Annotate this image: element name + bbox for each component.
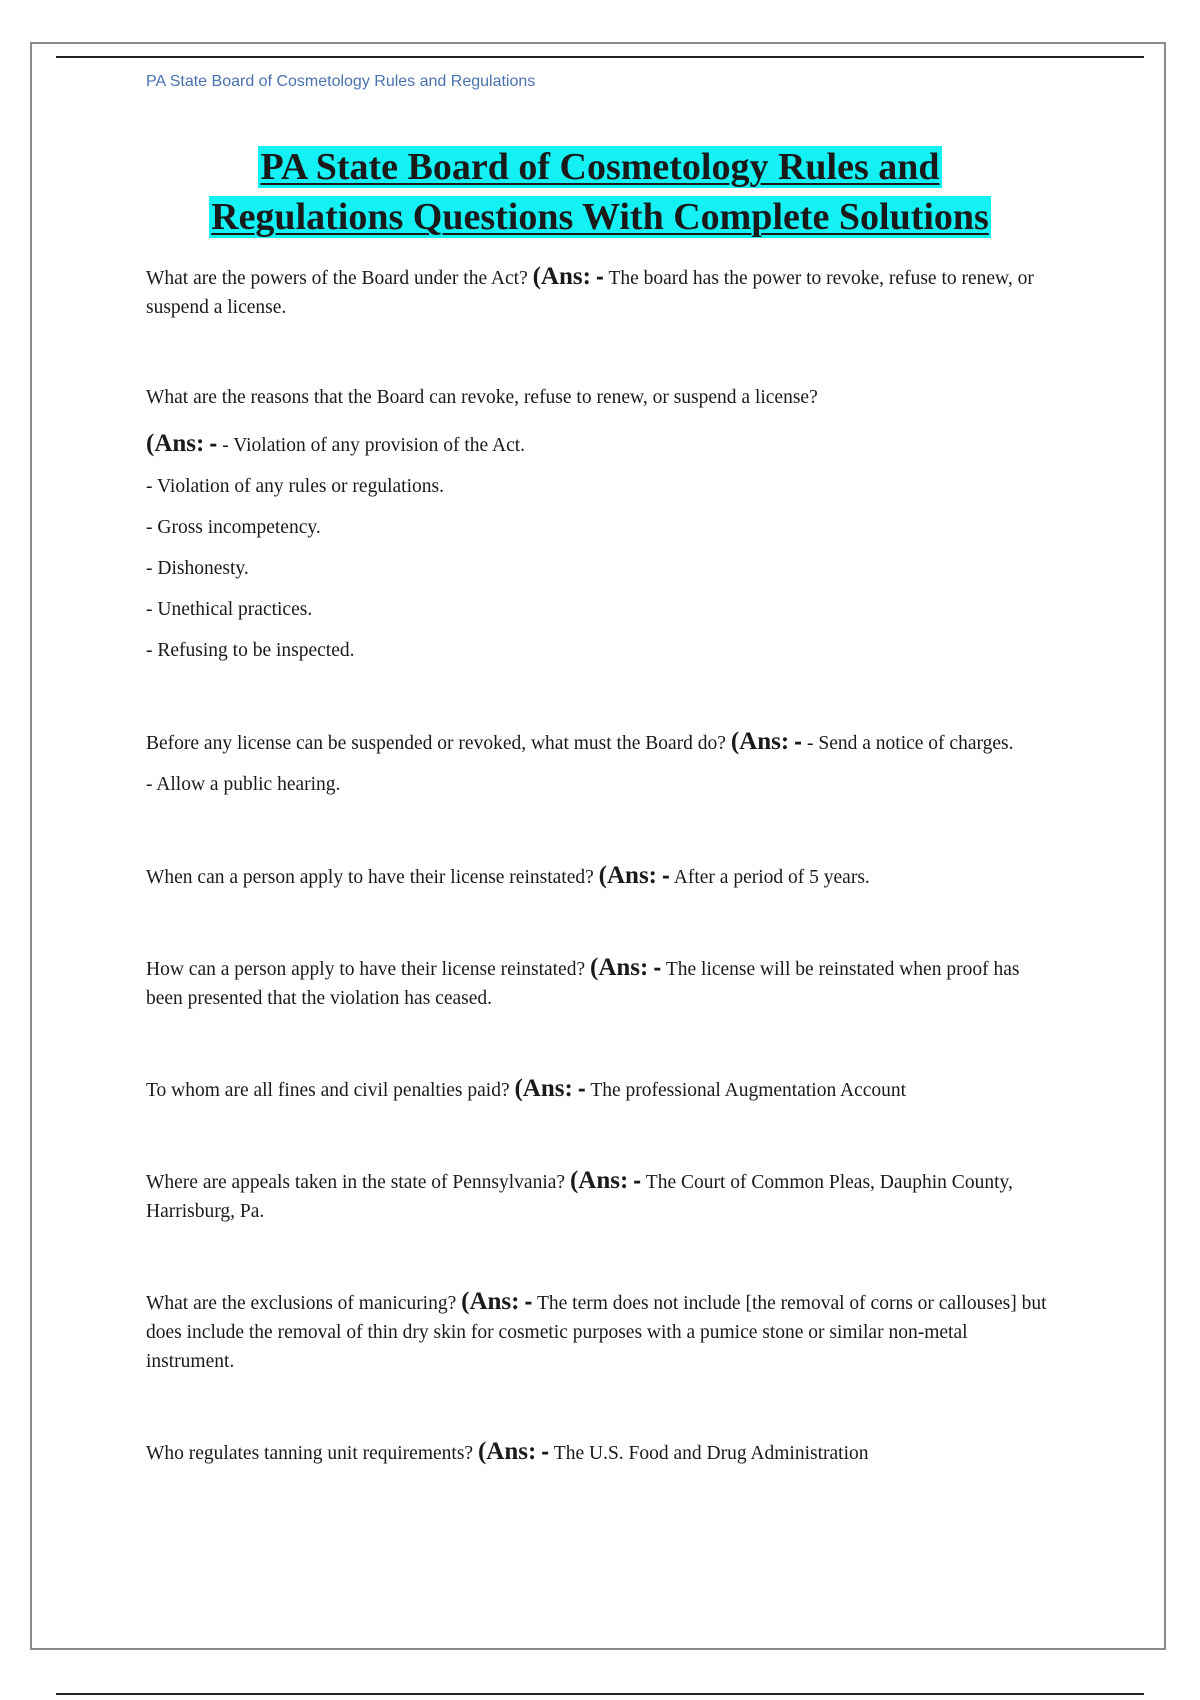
qa-paragraph [146,953,1056,1013]
answer-text: After a period of 5 years. [673,867,870,888]
document-title [146,142,1054,242]
qa-item [146,861,1056,892]
answer-dash: - [577,1078,586,1101]
qa-paragraph [146,727,1056,758]
title-line-2: Regulations Questions With Complete Solutions [211,196,989,238]
answer-dash: - [633,1170,642,1193]
answer-dash: - [661,865,670,888]
answer-text: The license will be reinstated when proof has been presented that the violation has ceased. [146,959,1020,1009]
answer-line: - Gross incompetency. [146,517,321,538]
answer-label: (Ans: [146,430,205,457]
qa-paragraph [146,1074,1056,1105]
header-rule [56,56,1144,58]
answer-text: The board has the power to revoke, refuse to renew, or suspend a license. [146,268,1034,318]
answer-label: (Ans: [514,1075,573,1102]
answer-line [146,429,1056,460]
running-header: PA State Board of Cosmetology Rules and Regulations [146,73,536,90]
qa-paragraph [146,1166,1056,1226]
answer-label: (Ans: [569,1167,629,1194]
question-text: When can a person apply to have their license reinstated? [146,867,594,888]
qa-item [146,1074,1056,1105]
answer-dash: - [209,433,218,456]
qa-paragraph [146,861,1056,892]
answer-dash: - [541,1441,550,1464]
qa-item [146,1166,1056,1226]
answer-label: (Ans: [730,728,790,755]
question-text: To whom are all fines and civil penalties paid? [146,1080,510,1101]
answer-line: - Unethical practices. [146,599,313,620]
question-text: Before any license can be suspended or revoked, what must the Board do? [146,733,726,754]
qa-item [146,262,1056,322]
answer-text: The Court of Common Pleas, Dauphin County, Harrisburg, Pa. [146,1172,1013,1222]
qa-paragraph [146,1287,1056,1376]
qa-item [146,953,1056,1013]
qa-item [146,383,1056,665]
footer-rule [56,1693,1144,1695]
question-text: Who regulates tanning unit requirements? [146,1443,474,1464]
qa-item [146,727,1056,799]
answer-dash: - [653,957,662,980]
qa-content [146,262,1056,1468]
answer-text: - Violation of any provision of the Act. [222,435,526,456]
title-line-1: PA State Board of Cosmetology Rules and [260,146,940,188]
answer-label: (Ans: [477,1438,537,1465]
answer-label: (Ans: [532,263,591,290]
question-text: What are the exclusions of manicuring? [146,1293,457,1314]
answer-line: - Violation of any rules or regulations. [146,476,444,497]
answer-text: The professional Augmentation Account [590,1080,907,1101]
answer-label: (Ans: [461,1288,520,1315]
question-text: What are the powers of the Board under the Act? [146,268,528,289]
question-text: What are the reasons that the Board can revoke, refuse to renew, or suspend a license? [146,387,818,408]
answer-line: - Refusing to be inspected. [146,640,355,661]
answer-dash: - [794,731,803,754]
answer-text: - Send a notice of charges. [807,733,1014,754]
answer-line: - Dishonesty. [146,558,249,579]
answer-label: (Ans: [590,954,649,981]
answer-text: The term does not include [the removal of corns or callouses] but does include the removal of thin dry skin for cosmetic purposes with a pumice stone or similar non-metal instrument. [146,1293,1047,1372]
qa-paragraph [146,262,1056,322]
answer-label: (Ans: [598,862,657,889]
qa-item [146,1437,1056,1468]
answer-text: The U.S. Food and Drug Administration [553,1443,869,1464]
answer-dash: - [595,266,604,289]
qa-paragraph [146,1437,1056,1468]
question-text: Where are appeals taken in the state of Pennsylvania? [146,1172,566,1193]
qa-item [146,1287,1056,1376]
answer-line: - Allow a public hearing. [146,774,341,795]
answer-dash: - [524,1291,533,1314]
question-text: How can a person apply to have their license reinstated? [146,959,586,980]
